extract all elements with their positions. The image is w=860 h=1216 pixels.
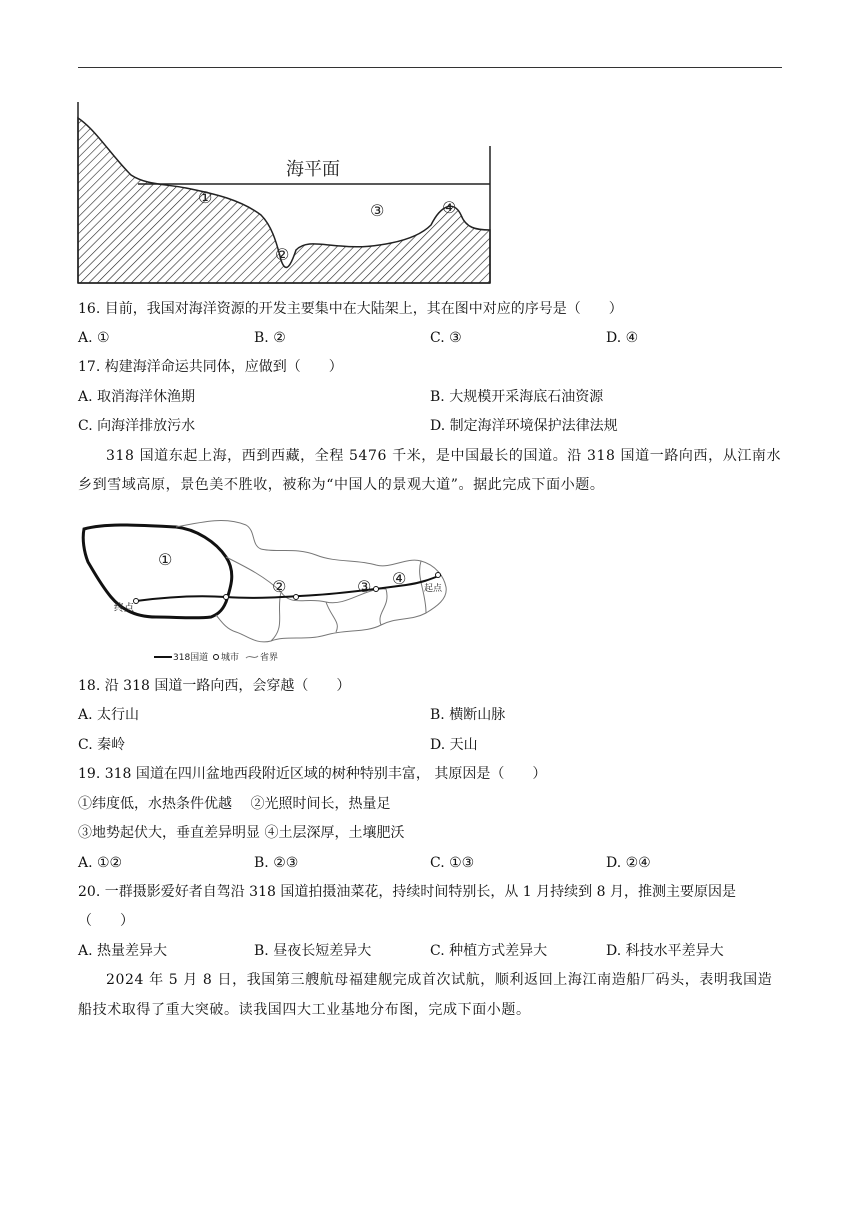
q17-option-b[interactable]: B. 大规模开采海底石油资源: [430, 389, 604, 405]
q20-option-b[interactable]: B. 昼夜长短差异大: [254, 943, 372, 959]
q17-option-d[interactable]: D. 制定海洋环境保护法律法规: [430, 418, 618, 434]
city-dot: [224, 595, 229, 600]
q20-option-c[interactable]: C. 种植方式差异大: [430, 943, 548, 959]
q19-statement-line2: ③地势起伏大，垂直差异明显 ④土层深厚，土壤肥沃: [78, 825, 405, 841]
marker-2: ②: [275, 245, 290, 264]
q17-option-a[interactable]: A. 取消海洋休渔期: [78, 389, 196, 405]
q16-option-d[interactable]: D. ④: [606, 330, 639, 346]
q17-stem: 17. 构建海洋命运共同体，应做到（ ）: [78, 359, 343, 375]
q16-option-b[interactable]: B. ②: [254, 330, 286, 346]
q19-stem: 19. 318 国道在四川盆地西段附近区域的树种特别丰富， 其原因是（ ）: [78, 766, 547, 782]
map-marker-4: ④: [392, 569, 407, 588]
city-dot: [294, 595, 299, 600]
marker-3: ③: [370, 201, 385, 220]
q20-option-a[interactable]: A. 热量差异大: [78, 943, 168, 959]
q19-option-d[interactable]: D. ②④: [606, 855, 651, 871]
q17-option-c[interactable]: C. 向海洋排放污水: [78, 418, 196, 434]
q20-stem: 20. 一群摄影爱好者自驾沿 318 国道拍摄油菜花，持续时间特别长，从 1 月持续到 8 月，推测主要原因是: [78, 884, 736, 900]
q19-option-b[interactable]: B. ②③: [254, 855, 299, 871]
map-marker-3: ③: [357, 577, 372, 596]
q16-stem: 16. 目前，我国对海洋资源的开发主要集中在大陆架上，其在图中对应的序号是（ ）: [78, 301, 623, 317]
end-point-label: 终点: [114, 603, 134, 614]
legend-city-label: 城市: [221, 653, 240, 663]
sea-level-label: 海平面: [286, 159, 340, 180]
passage2-line2: 船技术取得了重大突破。读我国四大工业基地分布图，完成下面小题。: [78, 1002, 531, 1018]
q18-option-b[interactable]: B. 横断山脉: [430, 707, 506, 723]
q20-stem-cont: （ ）: [78, 913, 134, 929]
city-dot: [374, 587, 379, 592]
q18-option-d[interactable]: D. 天山: [430, 737, 478, 753]
q19-statement-line1: ①纬度低，水热条件优越 ②光照时间长，热量足: [78, 796, 391, 812]
legend-route-label: 318国道: [173, 653, 209, 663]
q16-option-c[interactable]: C. ③: [430, 330, 462, 346]
q18-option-c[interactable]: C. 秦岭: [78, 737, 126, 753]
city-dot: [436, 573, 441, 578]
legend-city-swatch: [214, 655, 219, 660]
tibet-border: [83, 525, 232, 618]
q16-option-a[interactable]: A. ①: [78, 330, 110, 346]
passage2-line1: 2024 年 5 月 8 日，我国第三艘航母福建舰完成首次试航，顺利返回上海江南造船厂码头，表明我国造: [106, 972, 773, 988]
q18-stem: 18. 沿 318 国道一路向西，会穿越（ ）: [78, 678, 351, 694]
header-rule: [78, 67, 782, 68]
map-marker-1: ①: [158, 550, 173, 569]
start-point-label: 起点: [424, 584, 443, 594]
city-dot: [134, 599, 139, 604]
legend-border-swatch: [246, 656, 258, 658]
q20-option-d[interactable]: D. 科技水平差异大: [606, 943, 724, 959]
route-318-map: [76, 517, 456, 667]
q19-option-c[interactable]: C. ①③: [430, 855, 475, 871]
legend-border-label: 省界: [260, 653, 279, 663]
seafloor-profile-figure: [76, 100, 496, 290]
marker-4: ④: [442, 198, 457, 217]
marker-1: ①: [198, 188, 213, 207]
passage1-line1: 318 国道东起上海，西到西藏，全程 5476 千米，是中国最长的国道。沿 318 国道一路向西，从江南水: [106, 448, 782, 464]
q19-option-a[interactable]: A. ①②: [78, 855, 123, 871]
passage1-line2: 乡到雪域高原，景色美不胜收，被称为“中国人的景观大道”。据此完成下面小题。: [78, 477, 605, 493]
q18-option-a[interactable]: A. 太行山: [78, 707, 140, 723]
map-marker-2: ②: [272, 577, 287, 596]
